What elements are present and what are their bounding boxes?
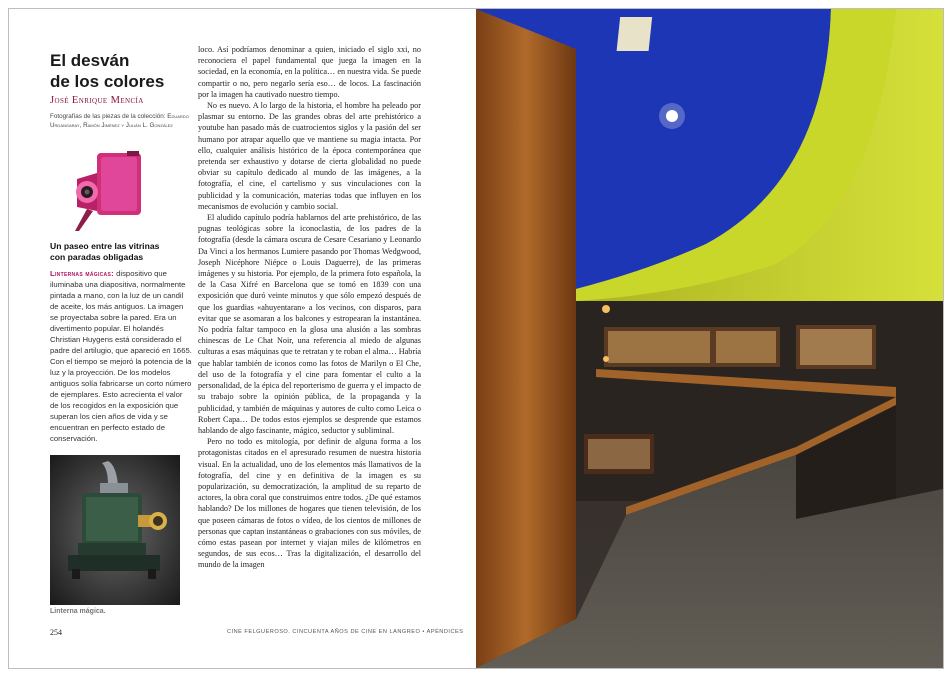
pink-folding-camera-photo — [67, 149, 147, 233]
body-paragraph: Pero no todo es mitología, por definir de alguna forma a los protagonistas citados en el apresurado resumen de nuestra historia visual. En la actualidad, uno de los elementos más llamativos de la fotografía, del cine y en definitiva de la imagen es su popularización, su democratización, la amplitud de su reparto de actores, la obra coral que construimos entre todos. ¿De qué estamos hablando? De los millones de hogares que tienen televisión, de los que poseen cámaras de fotos o vídeo, de los cientos de millones de personas que captan instantáneas o grabaciones con sus móviles, de cómo estas pasean por internet y viajan miles de kilómetros en segundos, de sus ecos… Tras la digitalización, el desarrollo del mundo de la imagen — [198, 437, 421, 570]
left-page — [9, 9, 476, 668]
magazine-spread — [8, 8, 944, 669]
body-paragraph: No es nuevo. A lo largo de la historia, el hombre ha peleado por plasmar su entorno. De las grandes obras del arte prehistórico a youtube han pasado más de cuatrocientos siglos y la pasión del ser humano por atrapar aquello que ve mantiene su magia intacta. Por ello, cualquier análisis histórico de la época contemporánea que pretenda ser exhaustivo y dotarse de cierta globalidad no puede obviar su capítulo dedicado al mundo de las imágenes, a la fotografía, el cine, el cartelismo y sus vinculaciones con la publicidad y la comunicación, materias todas que influyen en los mecanismos de evolución y cambio social. — [198, 101, 421, 211]
museum-interior-photo — [476, 9, 943, 668]
lantern-caption: Linterna mágica. — [50, 608, 106, 615]
photo-credit-names: Eduardo Urdangaray, Ramón Jiménez y Julián L. González — [50, 113, 189, 129]
body-paragraph: El aludido capítulo podría hablarnos del arte prehistórico, de las pugnas teológicas sobre la iconoclastia, de los padres de la fotografía (desde la cámara oscura de Cesare Cesariano y Leonardo Da Vinci a los hermanos Lumiere pasando por Thomas Wedgwood, Joseph Nicéphore Niépce o Louis Daguerre), de las primeras imágenes y su historia. Por ejemplo, de la primera foto española, la de la Casa Xifré en Barcelona que se tomó en 1839 con una exposición que duró veinte minutos y que sólo empezó después de que los guardias «ahuyentaran» a los vecinos, con disparos, para evitar que se asomaran a los balcones y estropearan la instantánea. No podría faltar tampoco en la glosa una alusión a las sombras chinescas de Le Chat Noir, una referencia al miedo de algunas culturas a esas máquinas que te retratan y te roban el alma… Habría que hablar también de iconos como las fotos de Marilyn o El Che, del uso de la fotografía y el cine para fomentar el culto a la personalidad, de la épica del reporterismo de guerra y el impacto de su trabajo sobre la opinión pública, de la propaganda y la publicidad, y también de máquinas y autores de culto como Leica o Robert Capa… De todos estos ejemplos se desprende que estamos hablando de algo fascinante, mágico, seductor y subliminal. — [198, 213, 421, 435]
photo-credit-label: Fotografías de las piezas de la colección: — [50, 113, 166, 120]
body-paragraph: loco. Así podríamos denominar a quien, iniciado el siglo xxi, no reconociera el papel fundamental que juega la imagen en la sociedad, en la economía, en la política… en nuestra vida. Se puede compartir o no, pero negarlo sería eso… de locos. La fascinación por la imagen ha cautivado nuestro tiempo. — [198, 45, 421, 99]
sidebar-keyword: Linternas mágicas: — [50, 269, 114, 278]
running-title: CINE FELGUEROSO. CINCUENTA AÑOS DE CINE EN LANGREO • APÉNDICES — [227, 629, 464, 635]
article-body — [198, 44, 421, 571]
magic-lantern-photo — [50, 455, 180, 605]
page-number: 254 — [50, 628, 62, 637]
sidebar-body: dispositivo que iluminaba una diapositiva, normalmente pintada a mano, con la luz de un candil de aceite, los más antiguos. La imagen se proyectaba sobre la pared. Era un divertimento popular. El holandés Christian Huygens está considerado el padre del artilugio, que apareció en 1665. Con el tiempo se mejoró la potencia de la luz y la proyección. De los modelos antiguos solía fabricarse un corto número de ejemplares. Esto acrecienta el valor de los recogidos en la exposición que superan los cien años de vida y se encuentran en perfecto estado de conservación. — [50, 269, 192, 443]
article-title: El desván de los colores — [50, 51, 165, 91]
sidebar-text — [50, 268, 192, 444]
photo-credit — [50, 112, 190, 130]
author-name: José Enrique Mencía — [50, 95, 144, 106]
sidebar-subhead: Un paseo entre las vitrinas con paradas obligadas — [50, 241, 160, 262]
